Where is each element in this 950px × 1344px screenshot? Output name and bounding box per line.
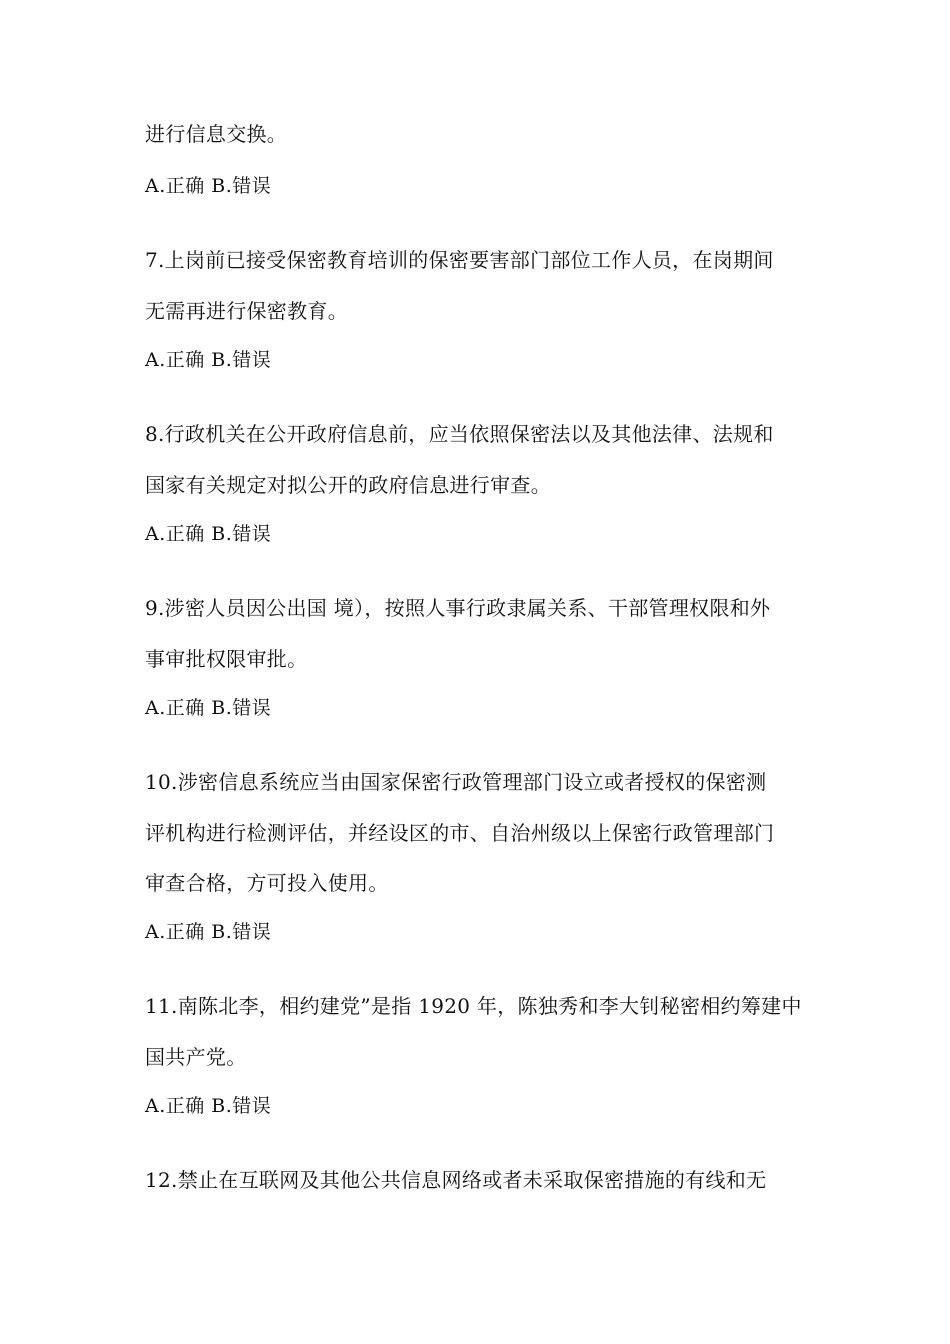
question-text-line: 审查合格，方可投入使用。 <box>145 871 389 895</box>
question-text-line: 进行信息交换。 <box>145 122 288 146</box>
question-text-line: 7.上岗前已接受保密教育培训的保密要害部门部位工作人员，在岗期间 <box>145 248 774 272</box>
question-text-line: 12.禁止在互联网及其他公共信息网络或者未采取保密措施的有线和无 <box>145 1168 767 1192</box>
question-text-line: 10.涉密信息系统应当由国家保密行政管理部门设立或者授权的保密测 <box>145 770 767 794</box>
question-text-line: 评机构进行检测评估，并经设区的市、自治州级以上保密行政管理部门 <box>145 821 775 845</box>
question-text-line: 国家有关规定对拟公开的政府信息进行审查。 <box>145 473 551 497</box>
question-text-line: 国共产党。 <box>145 1045 247 1069</box>
answer-options: A.正确 B.错误 <box>145 921 272 943</box>
question-text-line: 无需再进行保密教育。 <box>145 299 348 323</box>
answer-options: A.正确 B.错误 <box>145 349 272 371</box>
question-text-line: 8.行政机关在公开政府信息前，应当依照保密法以及其他法律、法规和 <box>145 422 774 446</box>
question-text-line: 9.涉密人员因公出国 境），按照人事行政隶属关系、干部管理权限和外 <box>145 596 771 620</box>
question-text-line: 11.南陈北李，相约建党”是指 1920 年，陈独秀和李大钊秘密相约筹建中 <box>145 994 802 1018</box>
answer-options: A.正确 B.错误 <box>145 697 272 719</box>
answer-options: A.正确 B.错误 <box>145 523 272 545</box>
question-text-line: 事审批权限审批。 <box>145 647 308 671</box>
answer-options: A.正确 B.错误 <box>145 1095 272 1117</box>
answer-options: A.正确 B.错误 <box>145 175 272 197</box>
